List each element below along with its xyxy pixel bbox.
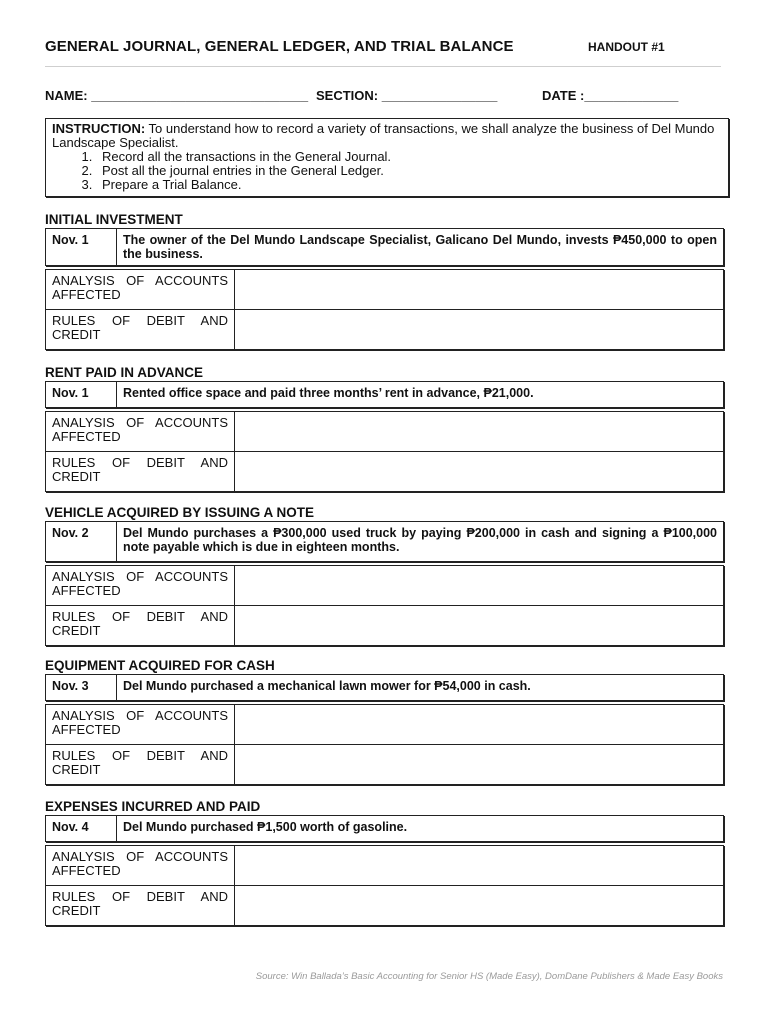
instruction-steps (52, 150, 722, 192)
transaction-section (45, 799, 723, 926)
header-divider (45, 66, 721, 67)
analysis-row (46, 705, 723, 744)
section-field[interactable]: SECTION: ________________ (316, 88, 498, 103)
source-citation: Source: Win Ballada’s Basic Accounting for Senior HS (Made Easy), DomDane Publishers & Made Easy Books (255, 971, 723, 982)
instruction-step: 3. Prepare a Trial Balance. (96, 178, 722, 192)
transaction-date: Nov. 1 (46, 382, 117, 407)
section-title: RENT PAID IN ADVANCE (45, 365, 204, 380)
analysis-row (46, 270, 723, 309)
analysis-label: ANALYSIS OF ACCOUNTS AFFECTED (46, 270, 235, 309)
transaction-section (45, 212, 723, 350)
transaction-date: Nov. 4 (46, 816, 117, 841)
analysis-row (46, 566, 723, 605)
transaction-section (45, 505, 723, 646)
transaction-description: Del Mundo purchased a mechanical lawn mower for ₱54,000 in cash. (123, 679, 531, 693)
rules-answer-cell[interactable] (235, 452, 723, 491)
rules-label: RULES OF DEBIT AND CREDIT (46, 886, 235, 925)
transaction-row (45, 228, 724, 266)
transaction-date: Nov. 2 (46, 522, 117, 561)
transaction-description: Del Mundo purchased ₱1,500 worth of gasoline. (123, 820, 408, 834)
analysis-answer-cell[interactable] (235, 705, 723, 744)
instruction-step: 1. Record all the transactions in the General Journal. (96, 150, 722, 164)
rules-row (46, 744, 723, 784)
rules-row (46, 309, 723, 349)
transaction-date: Nov. 1 (46, 229, 117, 265)
rules-label: RULES OF DEBIT AND CREDIT (46, 452, 235, 491)
rules-answer-cell[interactable] (235, 606, 723, 645)
rules-label: RULES OF DEBIT AND CREDIT (46, 745, 235, 784)
analysis-row (46, 412, 723, 451)
analysis-label: ANALYSIS OF ACCOUNTS AFFECTED (46, 412, 235, 451)
section-title: INITIAL INVESTMENT (45, 212, 183, 227)
analysis-grid (45, 565, 724, 646)
transaction-row (45, 674, 724, 701)
instruction-body: To understand how to record a variety of transactions, we shall analyze the business of Del Mundo Landscape Specialist. (52, 121, 715, 150)
rules-label: RULES OF DEBIT AND CREDIT (46, 606, 235, 645)
analysis-label: ANALYSIS OF ACCOUNTS AFFECTED (46, 566, 235, 605)
analysis-answer-cell[interactable] (235, 846, 723, 885)
transaction-section (45, 658, 723, 785)
transaction-description: Rented office space and paid three months’ rent in advance, ₱21,000. (123, 386, 534, 400)
analysis-answer-cell[interactable] (235, 566, 723, 605)
transaction-row (45, 381, 724, 408)
analysis-label: ANALYSIS OF ACCOUNTS AFFECTED (46, 705, 235, 744)
analysis-answer-cell[interactable] (235, 412, 723, 451)
date-field[interactable]: DATE :_____________ (542, 88, 679, 103)
instruction-text (52, 122, 722, 150)
rules-answer-cell[interactable] (235, 886, 723, 925)
handout-number: HANDOUT #1 (588, 40, 665, 54)
instruction-label: INSTRUCTION: (52, 121, 146, 136)
analysis-answer-cell[interactable] (235, 270, 723, 309)
transaction-section (45, 365, 723, 492)
section-title: VEHICLE ACQUIRED BY ISSUING A NOTE (45, 505, 315, 520)
header (45, 38, 723, 56)
analysis-label: ANALYSIS OF ACCOUNTS AFFECTED (46, 846, 235, 885)
transaction-date: Nov. 3 (46, 675, 117, 700)
page-title: GENERAL JOURNAL, GENERAL LEDGER, AND TRIAL BALANCE (45, 38, 514, 55)
rules-row (46, 451, 723, 491)
name-field[interactable]: NAME: ______________________________ (45, 88, 309, 103)
analysis-grid (45, 845, 724, 926)
rules-answer-cell[interactable] (235, 745, 723, 784)
rules-answer-cell[interactable] (235, 310, 723, 349)
transaction-description: The owner of the Del Mundo Landscape Specialist, Galicano Del Mundo, invests ₱450,000 to open the business. (123, 233, 717, 261)
instruction-step: 2. Post all the journal entries in the General Ledger. (96, 164, 722, 178)
rules-row (46, 605, 723, 645)
section-title: EXPENSES INCURRED AND PAID (45, 799, 261, 814)
analysis-grid (45, 411, 724, 492)
instruction-box (45, 118, 729, 197)
transaction-description: Del Mundo purchases a ₱300,000 used truck by paying ₱200,000 in cash and signing a ₱100,000 note payable which is due in eighteen months. (123, 526, 717, 554)
rules-row (46, 885, 723, 925)
transaction-row (45, 521, 724, 562)
rules-label: RULES OF DEBIT AND CREDIT (46, 310, 235, 349)
analysis-row (46, 846, 723, 885)
analysis-grid (45, 704, 724, 785)
transaction-row (45, 815, 724, 842)
section-title: EQUIPMENT ACQUIRED FOR CASH (45, 658, 275, 673)
analysis-grid (45, 269, 724, 350)
